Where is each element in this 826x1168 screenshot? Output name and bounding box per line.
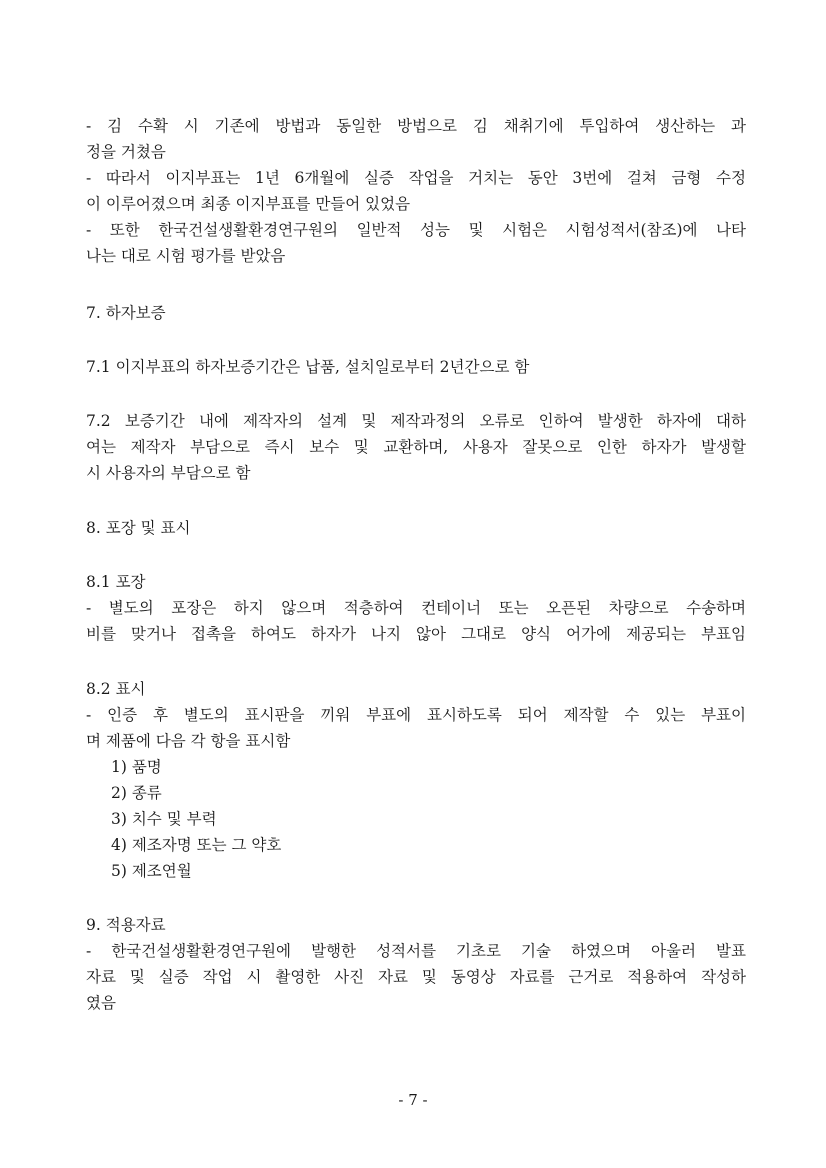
paragraph-line: 나는 대로 시험 평가를 받았음	[86, 247, 286, 265]
list-item: 4) 제조자명 또는 그 약호	[111, 836, 282, 854]
paragraph-line: - 김 수확 시 기존에 방법과 동일한 방법으로 김 채취기에 투입하여 생산하는 과	[86, 117, 746, 135]
paragraph-line: 며 제품에 다음 각 항을 표시함	[86, 732, 291, 750]
paragraph-line: 여는 제작자 부담으로 즉시 보수 및 교환하며, 사용자 잘못으로 인한 하자가 발생할	[86, 438, 746, 456]
paragraph-line: - 따라서 이지부표는 1년 6개월에 실증 작업을 거치는 동안 3번에 걸쳐 금형 수정	[86, 169, 746, 187]
page-number: - 7 -	[398, 1091, 428, 1109]
paragraph-line: - 또한 한국건설생활환경연구원의 일반적 성능 및 시험은 시험성적서(참조)에 나타	[86, 221, 746, 239]
subsection-heading: 8.2 표시	[86, 680, 146, 698]
section-heading: 8. 포장 및 표시	[86, 519, 191, 537]
paragraph-line: 시 사용자의 부담으로 함	[86, 464, 251, 482]
list-item: 2) 종류	[111, 784, 162, 802]
list-item: 1) 품명	[111, 758, 162, 776]
paragraph-line: 자료 및 실증 작업 시 촬영한 사진 자료 및 동영상 자료를 근거로 적용하여 작성하	[86, 968, 746, 986]
paragraph-line: - 인증 후 별도의 표시판을 끼워 부표에 표시하도록 되어 제작할 수 있는 부표이	[86, 706, 746, 724]
list-item: 3) 치수 및 부력	[111, 810, 217, 828]
paragraph-line: 비를 맞거나 접촉을 하여도 하자가 나지 않아 그대로 양식 어가에 제공되는 부표임	[86, 625, 746, 643]
section-heading: 7. 하자보증	[86, 304, 166, 322]
paragraph-line: 였음	[86, 994, 116, 1012]
paragraph-line: - 별도의 포장은 하지 않으며 적층하여 컨테이너 또는 오픈된 차량으로 수송하며	[86, 599, 746, 617]
paragraph-line: 정을 거쳤음	[86, 143, 166, 161]
list-item: 5) 제조연월	[111, 862, 192, 880]
section-heading: 9. 적용자료	[86, 916, 166, 934]
paragraph-line: 7.2 보증기간 내에 제작자의 설계 및 제작과정의 오류로 인하여 발생한 하자에 대하	[86, 412, 746, 430]
paragraph-line: 이 이루어졌으며 최종 이지부표를 만들어 있었음	[86, 195, 411, 213]
paragraph-line: - 한국건설생활환경연구원에 발행한 성적서를 기초로 기술 하였으며 아울러 발표	[86, 942, 746, 960]
subsection-heading: 8.1 포장	[86, 573, 146, 591]
paragraph-line: 7.1 이지부표의 하자보증기간은 납품, 설치일로부터 2년간으로 함	[86, 358, 530, 376]
